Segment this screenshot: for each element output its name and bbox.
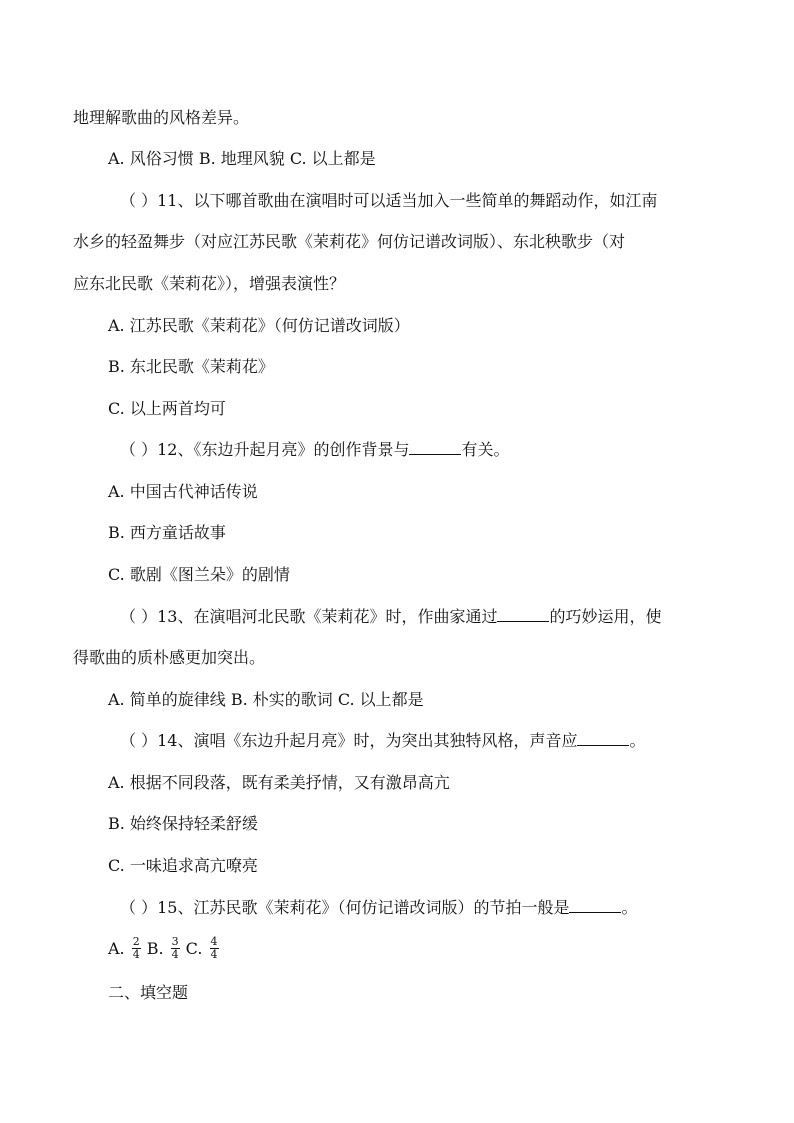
option-b-label: B. [146, 939, 164, 958]
option-c: C. 一味追求高亢嘹亮 [108, 856, 258, 875]
option-a: A. 江苏民歌《茉莉花》（何仿记谱改词版） [108, 316, 410, 335]
option-b: B. 东北民歌《茉莉花》 [108, 357, 274, 376]
question-13-tail: 的巧妙运用，使 [549, 607, 662, 626]
option-a: A. 中国古代神话传说 [108, 482, 258, 501]
answer-blank [577, 731, 629, 746]
option-a-label: A. [108, 939, 125, 958]
answer-blank [409, 440, 461, 455]
time-signature-fraction: $\frac{4}{4}$ [210, 935, 218, 961]
answer-blank [497, 607, 549, 622]
question-15-text: （ ）15、江苏民歌《茉莉花》（何仿记谱改词版）的节拍一般是 [120, 898, 570, 917]
question-13 [120, 606, 661, 628]
question-12 [120, 439, 509, 461]
text-line: 地理解歌曲的风格差异。 [73, 108, 250, 127]
option-a: A. 根据不同段落，既有柔美抒情，又有激昂高亢 [108, 773, 450, 792]
question-12-text: （ ）12、《东边升起月亮》的创作背景与 [120, 440, 410, 459]
question-11-cont: 应东北民歌《茉莉花》），增强表演性？ [73, 274, 346, 293]
question-11-cont: 水乡的轻盈舞步（对应江苏民歌《茉莉花》何仿记谱改词版）、东北秧歌步（对 [73, 232, 626, 251]
question-13-cont: 得歌曲的质朴感更加突出。 [73, 648, 266, 667]
question-14 [120, 730, 645, 752]
option-b: B. 始终保持轻柔舒缓 [108, 814, 258, 833]
option-line: A. 风俗习惯 B. 地理风貌 C. 以上都是 [108, 149, 376, 168]
question-14-text: （ ）14、演唱《东边升起月亮》时，为突出其独特风格，声音应 [120, 731, 578, 750]
option-c: C. 歌剧《图兰朵》的剧情 [108, 565, 290, 584]
answer-blank [569, 898, 621, 913]
option-line: A. 简单的旋律线 B. 朴实的歌词 C. 以上都是 [108, 690, 424, 709]
time-signature-fraction: $\frac{2}{4}$ [132, 935, 140, 961]
question-15-tail: 。 [621, 898, 638, 917]
question-13-text: （ ）13、在演唱河北民歌《茉莉花》时，作曲家通过 [120, 607, 498, 626]
question-12-tail: 有关。 [461, 440, 510, 459]
time-signature-options [108, 934, 225, 964]
question-11: （ ）11、以下哪首歌曲在演唱时可以适当加入一些简单的舞蹈动作，如江南 [120, 191, 658, 210]
option-b: B. 西方童话故事 [108, 523, 226, 542]
section-heading: 二、填空题 [108, 983, 189, 1002]
question-15 [120, 897, 637, 919]
time-signature-fraction: $\frac{3}{4}$ [171, 935, 179, 961]
option-c: C. 以上两首均可 [108, 399, 226, 418]
option-c-label: C. [185, 939, 203, 958]
question-14-tail: 。 [629, 731, 646, 750]
